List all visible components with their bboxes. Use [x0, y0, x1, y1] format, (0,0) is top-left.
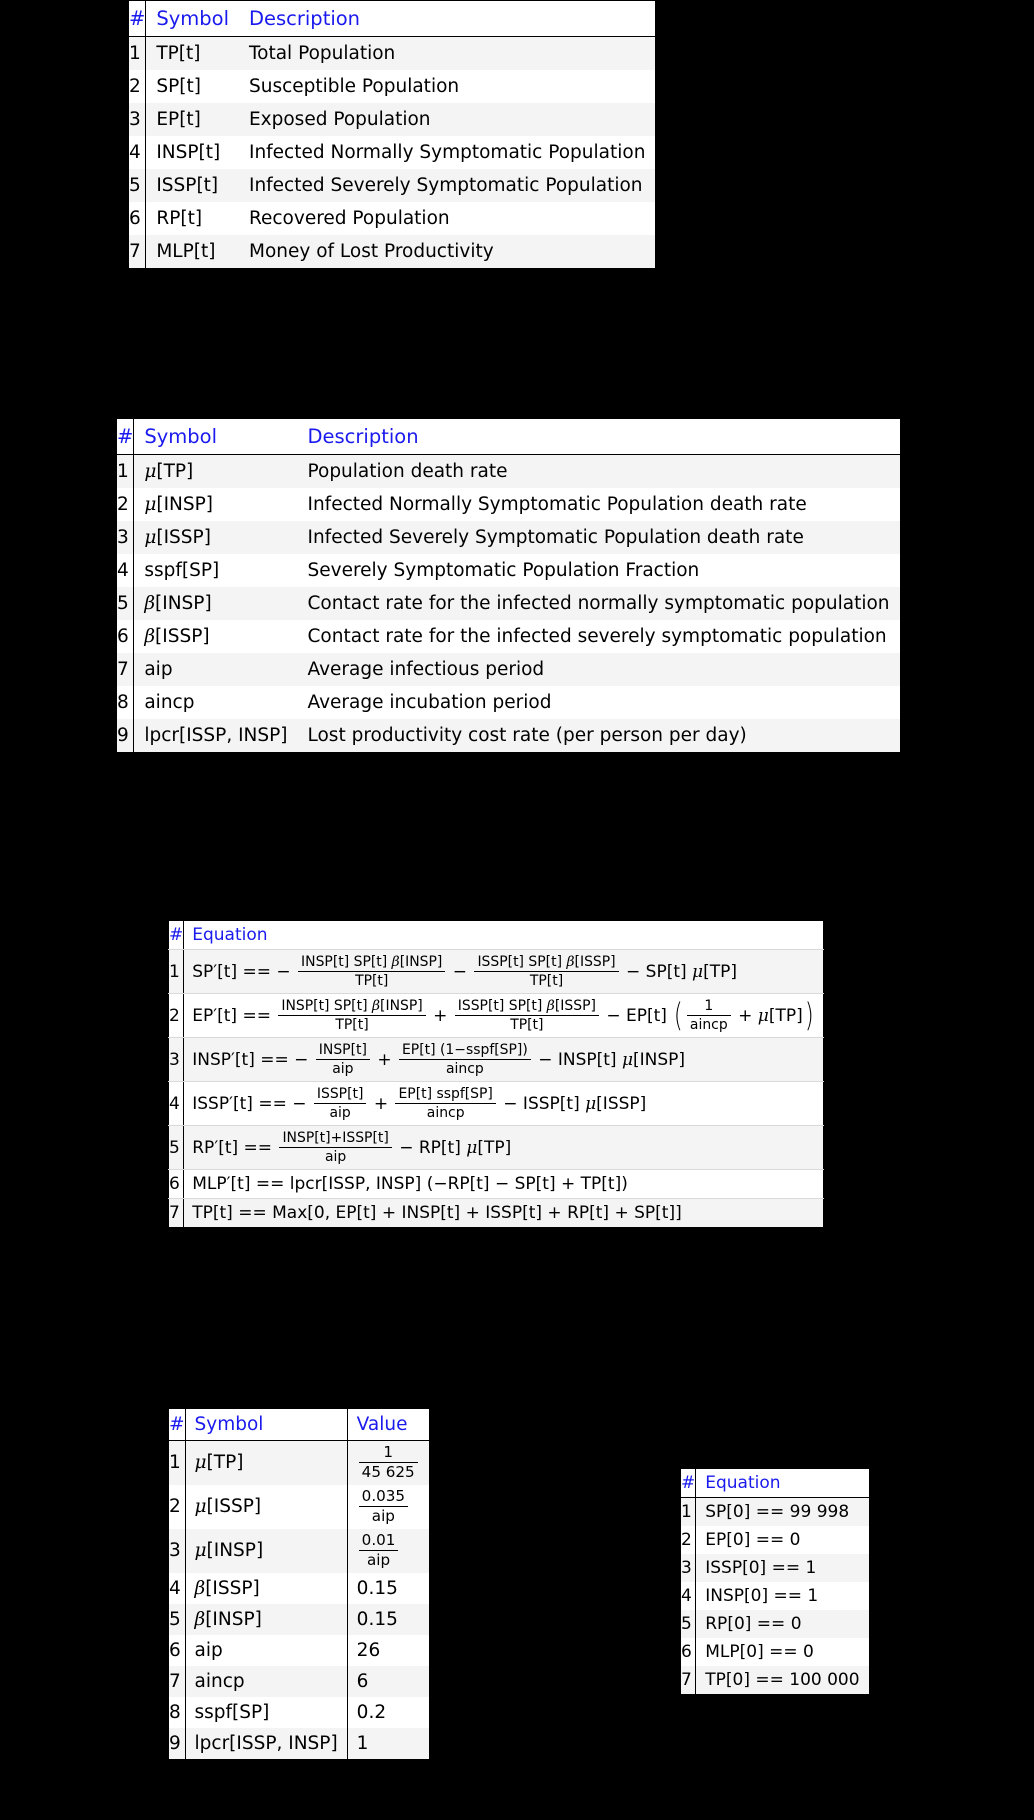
row-symbol: aincp — [185, 1666, 347, 1697]
parameters-table — [116, 418, 901, 753]
row-description: Average infectious period — [298, 653, 901, 686]
row-symbol: ISSP[t] — [146, 169, 239, 202]
row-num: 1 — [117, 455, 134, 489]
row-num: 7 — [681, 1666, 696, 1695]
header-num: # — [169, 921, 184, 950]
row-symbol: aip — [134, 653, 298, 686]
row-value — [347, 1485, 429, 1529]
row-symbol: TP[t] — [146, 37, 239, 71]
row-symbol: μ[ISSP] — [185, 1485, 347, 1529]
row-equation: ISSP′[t] == − $\frac{\text{ISSP[t]}}{\text{aip}}$ + $\frac{\text{EP[t] sspf[SP]}}{\text{aincp}}$ − ISSP[t] μ[ISSP] — [184, 1082, 824, 1126]
row-equation: TP[0] == 100 000 — [696, 1666, 869, 1695]
header-equation: Equation — [184, 921, 824, 950]
row-symbol: SP[t] — [146, 70, 239, 103]
row-description: Contact rate for the infected normally symptomatic population — [298, 587, 901, 620]
table-row — [129, 235, 656, 269]
row-num: 5 — [169, 1604, 186, 1635]
table-row — [117, 587, 901, 620]
row-description: Severely Symptomatic Population Fraction — [298, 554, 901, 587]
header-symbol: Symbol — [185, 1409, 347, 1441]
row-num: 5 — [129, 169, 146, 202]
row-num: 1 — [169, 950, 184, 994]
row-symbol: β[INSP] — [185, 1604, 347, 1635]
row-symbol: sspf[SP] — [134, 554, 298, 587]
row-equation: SP[0] == 99 998 — [696, 1498, 869, 1527]
parameter-values-table — [168, 1408, 430, 1760]
row-symbol: μ[ISSP] — [134, 521, 298, 554]
table-header-row — [169, 1409, 430, 1441]
row-num: 6 — [117, 620, 134, 653]
row-num: 6 — [169, 1635, 186, 1666]
table-row — [129, 136, 656, 169]
row-value: 6 — [347, 1666, 429, 1697]
row-equation: MLP[0] == 0 — [696, 1638, 869, 1666]
row-num: 9 — [117, 719, 134, 753]
table-row — [681, 1582, 870, 1610]
row-num: 6 — [681, 1638, 696, 1666]
table-row — [117, 521, 901, 554]
table-row — [169, 1485, 430, 1529]
row-equation: INSP[0] == 1 — [696, 1582, 869, 1610]
table-row — [681, 1498, 870, 1527]
equations-table — [168, 920, 824, 1228]
table-row — [169, 1441, 430, 1485]
row-num: 4 — [129, 136, 146, 169]
table-row — [681, 1610, 870, 1638]
table-row — [129, 169, 656, 202]
header-num: # — [681, 1469, 696, 1498]
row-num: 1 — [129, 37, 146, 71]
variables-table — [128, 0, 656, 269]
table-row — [681, 1526, 870, 1554]
row-num: 5 — [681, 1610, 696, 1638]
table-row — [169, 1728, 430, 1760]
table-row — [117, 620, 901, 653]
row-symbol: lpcr[ISSP, INSP] — [134, 719, 298, 753]
header-description: Description — [298, 419, 901, 455]
table-row — [169, 1082, 824, 1126]
row-num: 1 — [169, 1441, 186, 1485]
row-description: Population death rate — [298, 455, 901, 489]
row-value — [347, 1441, 429, 1485]
table-row — [117, 554, 901, 587]
row-num: 8 — [117, 686, 134, 719]
row-num: 2 — [169, 994, 184, 1038]
row-value: 26 — [347, 1635, 429, 1666]
row-description: Money of Lost Productivity — [239, 235, 656, 269]
row-num: 7 — [169, 1666, 186, 1697]
fraction-denominator: 45 625 — [361, 1463, 415, 1482]
row-value: 0.2 — [347, 1697, 429, 1728]
table-row — [169, 1573, 430, 1604]
row-description: Exposed Population — [239, 103, 656, 136]
fraction-numerator: 0.01 — [359, 1532, 399, 1551]
row-num: 3 — [117, 521, 134, 554]
table-row — [129, 202, 656, 235]
row-num: 9 — [169, 1728, 186, 1760]
row-value — [347, 1529, 429, 1573]
table-row — [169, 1604, 430, 1635]
row-num: 8 — [169, 1697, 186, 1728]
table-row — [169, 1038, 824, 1082]
table-header-row — [129, 1, 656, 37]
table-row — [169, 950, 824, 994]
table-row — [681, 1554, 870, 1582]
table-row — [169, 1635, 430, 1666]
row-num: 3 — [129, 103, 146, 136]
table-row — [117, 455, 901, 489]
row-num: 5 — [169, 1126, 184, 1170]
row-value: 1 — [347, 1728, 429, 1760]
row-num: 7 — [129, 235, 146, 269]
row-equation: RP[0] == 0 — [696, 1610, 869, 1638]
row-num: 3 — [169, 1529, 186, 1573]
row-symbol: MLP[t] — [146, 235, 239, 269]
header-num: # — [169, 1409, 186, 1441]
row-equation: INSP′[t] == − $\frac{\text{INSP[t]}}{\text{aip}}$ + $\frac{\text{EP[t] (1−sspf[SP])}}{\text{aincp}}$ − INSP[t] μ[INSP] — [184, 1038, 824, 1082]
row-description: Lost productivity cost rate (per person per day) — [298, 719, 901, 753]
fraction-numerator: 1 — [359, 1444, 418, 1463]
table-header-row — [681, 1469, 870, 1498]
row-num: 3 — [681, 1554, 696, 1582]
row-num: 6 — [169, 1170, 184, 1199]
row-num: 7 — [117, 653, 134, 686]
row-description: Contact rate for the infected severely symptomatic population — [298, 620, 901, 653]
row-num: 4 — [117, 554, 134, 587]
row-equation: EP′[t] == $\frac{\text{INSP[t] SP[t] β[INSP]}}{TP[t]}$ + $\frac{\text{ISSP[t] SP[t] β[ISSP]}}{TP[t]}$ − EP[t] ( $\frac{1}{\text{aincp}}$ + μ[TP]) — [184, 994, 824, 1038]
row-num: 2 — [117, 488, 134, 521]
row-description: Average incubation period — [298, 686, 901, 719]
table-header-row — [169, 921, 824, 950]
row-symbol: RP[t] — [146, 202, 239, 235]
row-num: 4 — [681, 1582, 696, 1610]
row-num: 5 — [117, 587, 134, 620]
header-num: # — [117, 419, 134, 455]
row-symbol: sspf[SP] — [185, 1697, 347, 1728]
header-description: Description — [239, 1, 656, 37]
row-description: Recovered Population — [239, 202, 656, 235]
row-symbol: μ[INSP] — [185, 1529, 347, 1573]
row-description: Infected Normally Symptomatic Population death rate — [298, 488, 901, 521]
table-row — [169, 1666, 430, 1697]
fraction-denominator: aip — [371, 1507, 395, 1526]
row-equation: RP′[t] == $\frac{\text{INSP[t]+ISSP[t]}}{\text{aip}}$ − RP[t] μ[TP] — [184, 1126, 824, 1170]
table-row — [681, 1638, 870, 1666]
table-row — [117, 686, 901, 719]
row-equation: MLP′[t] == lpcr[ISSP, INSP] (−RP[t] − SP[t] + TP[t]) — [184, 1170, 824, 1199]
row-symbol: aincp — [134, 686, 298, 719]
header-symbol: Symbol — [134, 419, 298, 455]
initial-conditions-table — [680, 1468, 870, 1695]
header-equation: Equation — [696, 1469, 869, 1498]
table-row — [169, 1199, 824, 1228]
row-symbol: EP[t] — [146, 103, 239, 136]
row-symbol: μ[TP] — [185, 1441, 347, 1485]
row-symbol: μ[TP] — [134, 455, 298, 489]
row-symbol: β[INSP] — [134, 587, 298, 620]
table-header-row — [117, 419, 901, 455]
row-num: 7 — [169, 1199, 184, 1228]
row-symbol: lpcr[ISSP, INSP] — [185, 1728, 347, 1760]
header-num: # — [129, 1, 146, 37]
row-description: Infected Severely Symptomatic Population — [239, 169, 656, 202]
row-symbol: μ[INSP] — [134, 488, 298, 521]
table-row — [169, 994, 824, 1038]
header-value: Value — [347, 1409, 429, 1441]
row-num: 3 — [169, 1038, 184, 1082]
table-row — [129, 103, 656, 136]
table-row — [129, 70, 656, 103]
fraction-denominator: aip — [366, 1551, 391, 1570]
table-row — [169, 1126, 824, 1170]
fraction-numerator: 0.035 — [359, 1488, 408, 1507]
table-row — [169, 1697, 430, 1728]
table-row — [169, 1529, 430, 1573]
row-description: Infected Severely Symptomatic Population death rate — [298, 521, 901, 554]
row-description: Infected Normally Symptomatic Population — [239, 136, 656, 169]
row-num: 2 — [681, 1526, 696, 1554]
table-row — [117, 488, 901, 521]
row-equation: SP′[t] == − $\frac{\text{INSP[t] SP[t] β[INSP]}}{TP[t]}$ − $\frac{\text{ISSP[t] SP[t] β[ISSP]}}{TP[t]}$ − SP[t] μ[TP] — [184, 950, 824, 994]
header-symbol: Symbol — [146, 1, 239, 37]
row-description: Total Population — [239, 37, 656, 71]
row-num: 4 — [169, 1573, 186, 1604]
row-num: 6 — [129, 202, 146, 235]
row-num: 1 — [681, 1498, 696, 1527]
row-value: 0.15 — [347, 1604, 429, 1635]
row-equation: TP[t] == Max[0, EP[t] + INSP[t] + ISSP[t] + RP[t] + SP[t]] — [184, 1199, 824, 1228]
row-description: Susceptible Population — [239, 70, 656, 103]
row-symbol: β[ISSP] — [134, 620, 298, 653]
row-equation: ISSP[0] == 1 — [696, 1554, 869, 1582]
table-row — [169, 1170, 824, 1199]
row-symbol: β[ISSP] — [185, 1573, 347, 1604]
table-row — [681, 1666, 870, 1695]
row-num: 2 — [169, 1485, 186, 1529]
row-num: 4 — [169, 1082, 184, 1126]
table-row — [129, 37, 656, 71]
row-value: 0.15 — [347, 1573, 429, 1604]
row-num: 2 — [129, 70, 146, 103]
row-equation: EP[0] == 0 — [696, 1526, 869, 1554]
row-symbol: INSP[t] — [146, 136, 239, 169]
table-row — [117, 653, 901, 686]
table-row — [117, 719, 901, 753]
row-symbol: aip — [185, 1635, 347, 1666]
